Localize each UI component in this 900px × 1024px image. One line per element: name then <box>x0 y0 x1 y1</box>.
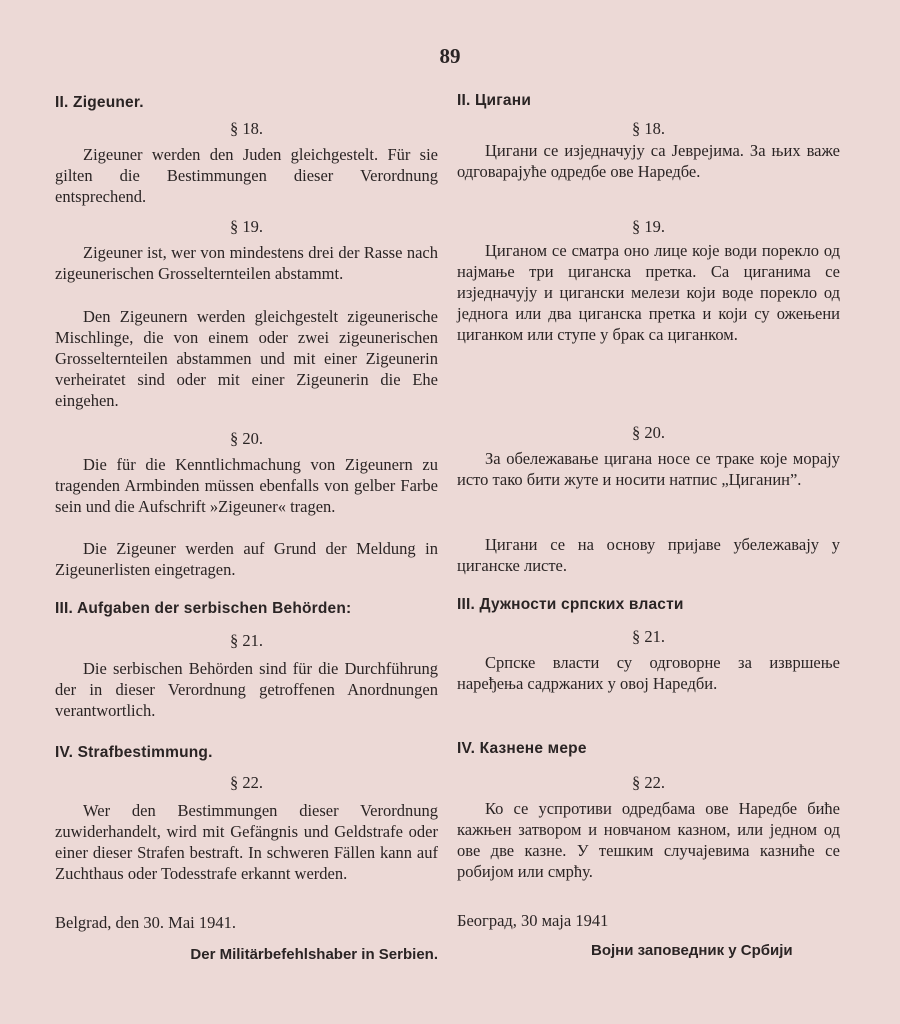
paragraph-19-sign: § 19. <box>230 217 263 236</box>
section-heading-strafbestimmung: IV. Strafbestimmung. <box>55 744 213 761</box>
paragraph-20-sign: § 20. <box>230 429 263 448</box>
paragraph-22-text: Wer den Bestimmungen dieser Verordnung zuwiderhandelt, wird mit Gefängnis und Geldstrafe oder einer dieser Strafen bestraft. In schweren Fällen kann auf Zuchthaus oder Todesstrafe erkannt werden. <box>55 801 438 883</box>
paragraph-21-sign: § 21. <box>230 631 263 650</box>
paragraph-21-sign: § 21. <box>632 627 665 646</box>
paragraph-18-sign: § 18. <box>230 119 263 138</box>
paragraph-18-text: Цигани се изједначују са Јеврејима. За њих важе одговарајуће одредбе ове Наредбе. <box>457 141 840 181</box>
date-line: Београд, 30 маја 1941 <box>457 911 609 930</box>
signature: Der Militärbefehlshaber in Serbien. <box>190 946 438 963</box>
paragraph-20-text-2: Die Zigeuner werden auf Grund der Meldung in Zigeunerlisten eingetragen. <box>55 539 438 579</box>
paragraph-19-text-2: Den Zigeunern werden gleichgestelt zigeunerische Mischlinge, die von einem oder zwei zigeunerischen Grosselternteilen abstammen und mit einer Zigeunerin verheiratet sind oder mit einer Zigeunerin die Ehe eingehen. <box>55 307 438 410</box>
paragraph-19-sign: § 19. <box>632 217 665 236</box>
section-heading-aufgaben: III. Aufgaben der serbischen Behörden: <box>55 600 352 617</box>
section-heading-zigeuner: II. Zigeuner. <box>55 94 144 111</box>
paragraph-21-text: Die serbischen Behörden sind für die Durchführung der in dieser Verordnung getroffenen Anordnungen verantwortlich. <box>55 659 438 720</box>
paragraph-19-text-1: Zigeuner ist, wer von mindestens drei der Rasse nach zigeunerischen Grosselternteilen abstammt. <box>55 243 438 283</box>
paragraph-20-text-1: За обележавање цигана носе се траке које морају исто тако бити жуте и носити натпис „Циганин”. <box>457 449 840 489</box>
paragraph-18-text: Zigeuner werden den Juden gleichgestelt. Für sie gilten die Bestimmungen dieser Verordnung entsprechend. <box>55 145 438 206</box>
paragraph-20-text-2: Цигани се на основу пријаве убележавају у циганске листе. <box>457 535 840 575</box>
paragraph-21-text: Српске власти су одговорне за извршење наређења садржаних у овој Наредби. <box>457 653 840 693</box>
paragraph-20-sign: § 20. <box>632 423 665 442</box>
paragraph-22-sign: § 22. <box>230 773 263 792</box>
page-number: 89 <box>439 44 461 68</box>
paragraph-22-text: Ко се успротиви одредбама ове Наредбе биће кажњен затвором и новчаном казном, или једном од ове две казне. У тешким случајевима казниће се робијом или смрћу. <box>457 799 840 881</box>
date-line: Belgrad, den 30. Mai 1941. <box>55 913 237 932</box>
serbian-column <box>457 88 840 984</box>
paragraph-22-sign: § 22. <box>632 773 665 792</box>
signature: Војни заповедник у Србији <box>591 942 793 959</box>
paragraph-19-text: Циганом се сматра оно лице које води порекло од најмање три циганска претка. Са циганима се изједначују и цигански мелези који воде порекло од једнога или два циганска претка и који су ожењени циганком или ступе у брак са циганком. <box>457 241 840 344</box>
section-heading-duznosti: III. Дужности српских власти <box>457 596 684 613</box>
section-heading-cigani: II. Цигани <box>457 92 532 109</box>
german-column <box>55 88 438 984</box>
paragraph-20-text-1: Die für die Kenntlichmachung von Zigeunern zu tragenden Armbinden müssen ebenfalls von gelber Farbe sein und die Aufschrift »Zigeuner« tragen. <box>55 455 438 516</box>
section-heading-kaznene-mere: IV. Казнене мере <box>457 740 587 757</box>
paragraph-18-sign: § 18. <box>632 119 665 138</box>
